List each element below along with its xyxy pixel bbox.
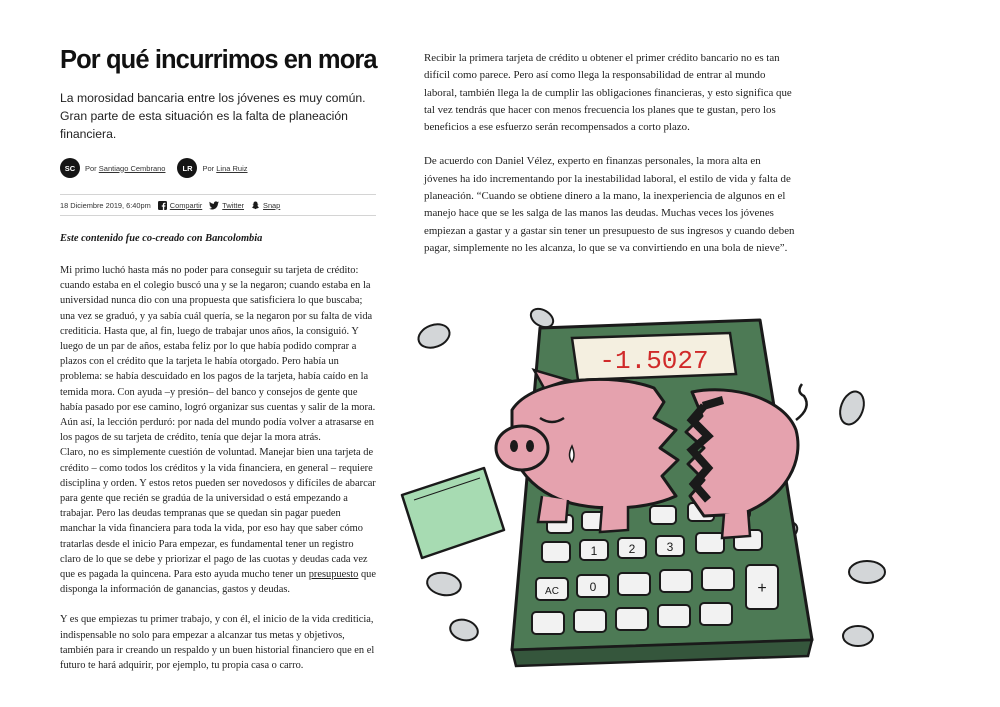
right-column	[424, 50, 796, 257]
paragraph-5: De acuerdo con Daniel Vélez, experto en finanzas personales, la mora alta en jóvenes ha ido incrementando por la inestabilidad laboral, el estilo de vida y falta de planeación. “Cuando se obtiene dinero a la mano, la inexperiencia de algunos en el manejo hace que se les salga de las manos las deudas. Muchas veces los jóvenes empiezan a gastar y a gastar sin tener un presupuesto de sus ingresos y cuando deben pagar, simplemente no les alcanza, lo que se va convirtiendo en una bola de nieve”.	[424, 155, 795, 254]
author-link[interactable]: Santiago Cembrano	[98, 163, 166, 173]
banknote-icon	[402, 468, 504, 558]
publish-date: 18 Diciembre 2019, 6:40pm	[60, 200, 151, 210]
share-snap-link[interactable]: Snap	[263, 200, 281, 210]
author-lina	[177, 158, 247, 178]
article-subtitle: La morosidad bancaria entre los jóvenes es muy común. Gran parte de esta situación es la falta de planeación financiera.	[60, 91, 366, 141]
avatar[interactable]: LR	[177, 158, 197, 178]
key-2	[618, 538, 646, 558]
key-plus	[746, 565, 778, 609]
left-column	[60, 44, 376, 673]
avatar[interactable]: SC	[60, 158, 80, 178]
calculator-display: -1.5027	[599, 346, 709, 376]
svg-text:+: +	[757, 580, 767, 597]
presupuesto-link[interactable]: presupuesto	[308, 569, 359, 581]
piggy-bank-calculator-illustration	[392, 300, 912, 670]
share-facebook[interactable]	[158, 201, 202, 210]
paragraph-3: Y es que empiezas tu primer trabajo, y con él, el inicio de la vida crediticia, indispensable no solo para empezar a alcanzar tus metas y objetivos, también para ir creando un respaldo y un buen historial financiero que en el futuro te hará adquirir, por ejemplo, tu propia casa o carro.	[60, 614, 375, 672]
svg-text:3: 3	[666, 540, 674, 554]
paragraph-4: Recibir la primera tarjeta de crédito u obtener el primer crédito bancario no es tan difícil como parece. Pero así como llega la responsabilidad de entrar al mundo laboral, también llega la de cumplir las obligaciones financieras, y esto significa que tal vez tendrás que hacer con menos frecuencia los planes que te gustan, pero los beneficios a ese esfuerzo serán recompensados a corto plazo.	[424, 52, 792, 134]
author-list	[60, 156, 376, 180]
by-label: Por	[85, 163, 97, 173]
coin-icon	[415, 320, 453, 352]
coin-icon	[843, 626, 873, 646]
author-byline	[202, 164, 247, 173]
meta-bar	[60, 194, 376, 216]
coin-icon	[425, 570, 462, 598]
snapchat-icon	[251, 201, 260, 210]
key-ac	[536, 578, 568, 600]
sponsor-note: Este contenido fue co-creado con Bancolombia	[60, 233, 263, 244]
svg-text:0: 0	[589, 580, 597, 594]
coin-icon	[836, 388, 868, 427]
facebook-icon	[158, 201, 167, 210]
svg-text:1: 1	[590, 544, 598, 558]
article-title: Por qué incurrimos en mora	[60, 46, 377, 74]
paragraph-1: Mi primo luchó hasta más no poder para conseguir su tarjeta de crédito: cuando estaba en el colegio buscó una y se la negaron; cuando estaba en la universidad nunca dio con una propuesta que satisficiera lo que buscaba; una vez se graduó, y ya sabía cuál quería, se la negaron por su falta de vida crediticia. Hasta que, al fin, luego de trabajar unos años, la consiguió. Y luego de un par de años, estaba feliz por lo que había podido comprar a plazos con el crédito que la tarjeta le había otorgado. Pero había un problema: se había descuidado en los pagos de la tarjeta, había caído en la temida mora. Con ayuda –y presión– del banco y consejos de gente que había pasado por ese camino, logró organizar sus cuentas y salir de la mora. Aún así, la lección perduró: por nada del mundo podía volver a atrasarse en los pagos de su tarjeta de crédito, tenía que dejar la mora atrás.	[60, 265, 376, 444]
share-snap[interactable]	[251, 201, 280, 210]
share-twitter[interactable]	[209, 201, 244, 210]
paragraph-2-text-a: Claro, no es simplemente cuestión de voluntad. Manejar bien una tarjeta de crédito – como todos los créditos y la vida financiera, en general – requiere disciplina y orden. Y estos retos pueden ser novedosos y difíciles de abarcar para gente que recién se gradúa de la universidad o está empezando a trabajar. Pero las deudas tempranas que se quedan sin pagar pueden manchar la vida financiera para toda la vida, por eso hay que saber cómo tratarlas desde el inicio Para empezar, es fundamental tener un registro claro de lo que se debe y priorizar el pago de las cuotas y deudas cada vez que es pagada la quincena. Para esto ayuda mucho tener un	[60, 447, 376, 581]
author-santiago	[60, 158, 165, 178]
coin-icon	[448, 617, 480, 644]
coin-icon	[849, 561, 885, 583]
author-link[interactable]: Lina Ruiz	[216, 163, 248, 173]
twitter-icon	[209, 201, 219, 210]
author-byline	[85, 164, 165, 173]
svg-text:AC: AC	[545, 586, 559, 597]
key-1	[580, 540, 608, 560]
share-twitter-link[interactable]: Twitter	[222, 200, 245, 210]
key-3	[656, 536, 684, 556]
share-facebook-link[interactable]: Compartir	[169, 200, 203, 210]
by-label: Por	[202, 163, 215, 173]
paragraph-2	[60, 445, 376, 597]
svg-text:2: 2	[628, 542, 636, 556]
paragraph-2-text-b: que disponga la información de ganancias, gastos y deudas.	[60, 569, 376, 596]
key-0	[577, 575, 609, 597]
